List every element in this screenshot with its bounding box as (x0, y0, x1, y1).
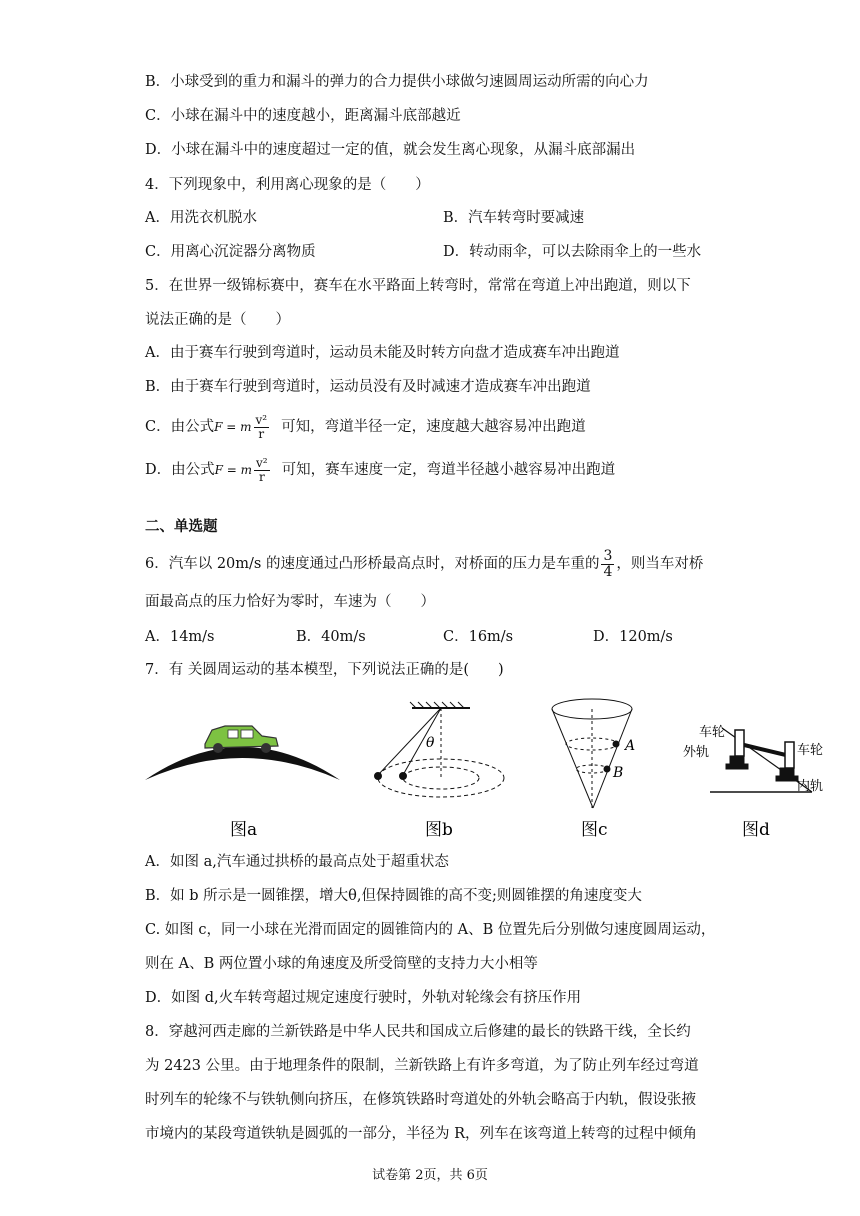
q5d-prefix: D．由公式 (145, 462, 215, 478)
q7-option-a: A．如图 a,汽车通过拱桥的最高点处于超重状态 (145, 854, 449, 870)
q3-option-c: C．小球在漏斗中的速度越小，距离漏斗底部越近 (145, 108, 461, 124)
q8-stem-line1: 8．穿越河西走廊的兰新铁路是中华人民共和国成立后修建的最长的铁路干线，全长约 (145, 1024, 691, 1040)
formula-lhs: F = m (214, 463, 253, 477)
formula-fraction (254, 414, 270, 441)
q5-option-b: B．由于赛车行驶到弯道时，运动员没有及时减速才造成赛车冲出跑道 (145, 379, 591, 395)
q5-stem-line2: 说法正确的是（ ） (145, 312, 290, 328)
formula-denominator: r (258, 469, 265, 484)
figure-d-caption: 图d (742, 820, 770, 840)
q3-option-b: B．小球受到的重力和漏斗的弹力的合力提供小球做匀速圆周运动所需的向心力 (145, 74, 649, 90)
figure-b-pendulum (375, 702, 505, 797)
formula-denominator: r (258, 426, 265, 441)
q4-option-c: C．用离心沉淀器分离物质 (145, 244, 316, 260)
formula-numerator: v² (255, 412, 268, 427)
q6-text-b: ，则当车对桥 (616, 556, 704, 572)
q6-fraction (601, 549, 614, 580)
q6-option-d: D．120m/s (593, 629, 673, 645)
formula-lhs: F = m (214, 420, 252, 434)
q8-stem-line3: 时列车的轮缘不与铁轨侧向挤压，在修筑铁路时弯道处的外轨会略高于内轨，假设张掖 (145, 1092, 696, 1108)
q4-stem: 4．下列现象中，利用离心现象的是（ ） (145, 177, 430, 193)
figure-a-bridge (145, 726, 340, 780)
q4-option-b: B．汽车转弯时要减速 (443, 210, 585, 226)
q6-fraction-denominator: 4 (603, 563, 613, 580)
q6-fraction-numerator: 3 (603, 547, 613, 564)
q3-option-d: D．小球在漏斗中的速度超过一定的值，就会发生离心现象，从漏斗底部漏出 (145, 142, 636, 158)
section-heading: 二、单选题 (145, 518, 218, 535)
q6-stem-line1 (145, 546, 703, 582)
q7-option-c-line2: 则在 A、B 两位置小球的角速度及所受筒壁的支持力大小相等 (145, 956, 538, 972)
figure-c-label-a: A (625, 738, 636, 754)
q8-stem-line4: 市境内的某段弯道铁轨是圆弧的一部分，半径为 R，列车在该弯道上转弯的过程中倾角 (145, 1126, 698, 1142)
figure-c-label-b: B (613, 765, 624, 781)
figure-d-wheel-right-label: 车轮 (797, 743, 824, 758)
q5-option-a: A．由于赛车行驶到弯道时，运动员未能及时转方向盘才造成赛车冲出跑道 (145, 345, 620, 361)
q5c-suffix: 可知，弯道半径一定，速度越大越容易冲出跑道 (281, 419, 586, 435)
formula-fraction (254, 457, 270, 484)
q7-option-d: D．如图 d,火车转弯超过规定速度行驶时，外轨对轮缘会有挤压作用 (145, 990, 582, 1006)
figure-c-caption: 图c (581, 820, 608, 840)
figure-a-caption: 图a (230, 820, 258, 840)
q6-text-a: 6．汽车以 20m/s 的速度通过凸形桥最高点时，对桥面的压力是车重的 (145, 556, 600, 572)
page-footer: 试卷第 2页，共 6页 (372, 1168, 488, 1183)
q5-stem-line1: 5．在世界一级锦标赛中，赛车在水平路面上转弯时，常常在弯道上冲出跑道，则以下 (145, 278, 691, 294)
figure-b-theta: θ (426, 735, 435, 751)
q7-option-b: B．如 b 所示是一圆锥摆，增大θ,但保持圆锥的高不变;则圆锥摆的角速度变大 (145, 888, 642, 904)
q5c-prefix: C．由公式 (145, 419, 215, 435)
q6-option-a: A．14m/s (145, 629, 215, 645)
q4-option-d: D．转动雨伞，可以去除雨伞上的一些水 (443, 244, 702, 260)
q8-stem-line2: 为 2423 公里。由于地理条件的限制，兰新铁路上有许多弯道，为了防止列车经过弯道 (145, 1058, 699, 1074)
q7-stem: 7．有 关圆周运动的基本模型，下列说法正确的是( ) (145, 662, 504, 678)
q4-option-a: A．用洗衣机脱水 (145, 210, 257, 226)
figure-d-wheel-left-label: 车轮 (699, 725, 726, 740)
figure-d-inner-rail-label: 内轨 (797, 779, 824, 794)
q5d-suffix: 可知，赛车速度一定，弯道半径越小越容易冲出跑道 (281, 462, 616, 478)
q7-option-c-line1: C. 如图 c，同一小球在光滑而固定的圆锥筒内的 A、B 位置先后分别做匀速度圆周运动， (145, 922, 716, 938)
figure-c-cone (552, 699, 632, 808)
q6-option-c: C．16m/s (443, 629, 514, 645)
figure-d-outer-rail-label: 外轨 (683, 745, 710, 760)
q7-figures (0, 692, 860, 842)
formula-numerator: v² (256, 455, 268, 470)
q6-option-b: B．40m/s (296, 629, 366, 645)
q5-option-d (145, 453, 615, 487)
q5-option-c (145, 410, 586, 444)
figure-b-caption: 图b (425, 820, 453, 840)
q6-stem-line2: 面最高点的压力恰好为零时，车速为（ ） (145, 594, 435, 610)
